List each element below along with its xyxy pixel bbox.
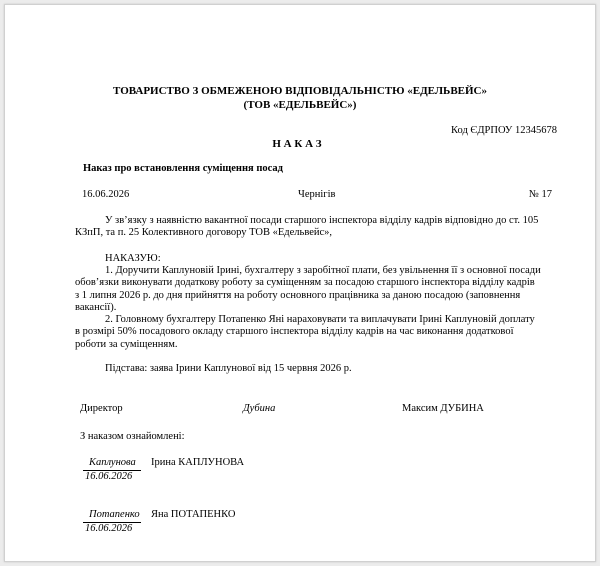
item1-line-1: 1. Доручити Каплуновій Ірині, бухгалтеру з заробітної плати, без увільнення її з основної посади xyxy=(105,265,541,276)
edrpou-code: Код ЄДРПОУ 12345678 xyxy=(451,125,557,136)
acquainted-name-2: Яна ПОТАПЕНКО xyxy=(151,509,236,520)
acquainted-label: З наказом ознайомлені: xyxy=(80,431,185,442)
doc-place: Чернігів xyxy=(298,189,336,200)
item1-line-4: вакансії). xyxy=(75,301,117,313)
doc-date: 16.06.2026 xyxy=(82,189,130,200)
acquainted-signature-2: Потапенко xyxy=(89,509,140,520)
acquainted-date-2: 16.06.2026 xyxy=(85,523,133,534)
item2-line-2: в розмірі 50% посадового окладу старшого інспектора відділу кадрів на час виконання додаткової xyxy=(75,326,514,338)
intro-line-2: КЗпП, та п. 25 Колективного договору ТОВ «Едельвейс», xyxy=(75,227,333,239)
org-full-name: ТОВАРИСТВО З ОБМЕЖЕНОЮ ВІДПОВІДАЛЬНІСТЮ «ЕДЕЛЬВЕЙС» xyxy=(113,85,487,97)
order-item-2 xyxy=(75,314,555,351)
basis-line: Підстава: заява Ірини Каплунової від 15 червня 2026 р. xyxy=(105,363,352,374)
item1-line-3: з 1 липня 2026 р. до дня прийняття на роботу основного працівника за даною посадою (заповнення xyxy=(75,289,521,301)
order-item-1 xyxy=(75,265,555,314)
acquainted-name-1: Ірина КАПЛУНОВА xyxy=(151,457,245,468)
director-signature: Дубина xyxy=(243,403,276,414)
org-short-name: (ТОВ «ЕДЕЛЬВЕЙС») xyxy=(243,99,357,111)
item1-line-2: обов’язки виконувати додаткову роботу за суміщенням за посадою старшого інспектора відділу кадрів xyxy=(75,277,535,289)
director-name: Максим ДУБИНА xyxy=(402,403,484,414)
order-word: НАКАЗУЮ: xyxy=(105,253,161,264)
item2-line-1: 2. Головному бухгалтеру Потапенко Яні нараховувати та виплачувати Ірині Каплуновій доплату xyxy=(105,314,535,325)
doc-type-title: Н А К А З xyxy=(272,138,322,150)
director-position: Директор xyxy=(80,403,123,414)
item2-line-3: роботи за суміщенням. xyxy=(75,338,178,350)
intro-line-1: У зв’язку з наявністю вакантної посади старшого інспектора відділу кадрів відповідно до ст. 105 xyxy=(105,215,539,226)
doc-subject: Наказ про встановлення суміщення посад xyxy=(83,163,283,174)
doc-number: № 17 xyxy=(528,189,552,200)
acquainted-signature-1: Каплунова xyxy=(89,457,136,468)
document-page xyxy=(4,4,596,562)
acquainted-date-1: 16.06.2026 xyxy=(85,471,133,482)
intro-paragraph xyxy=(75,215,555,240)
